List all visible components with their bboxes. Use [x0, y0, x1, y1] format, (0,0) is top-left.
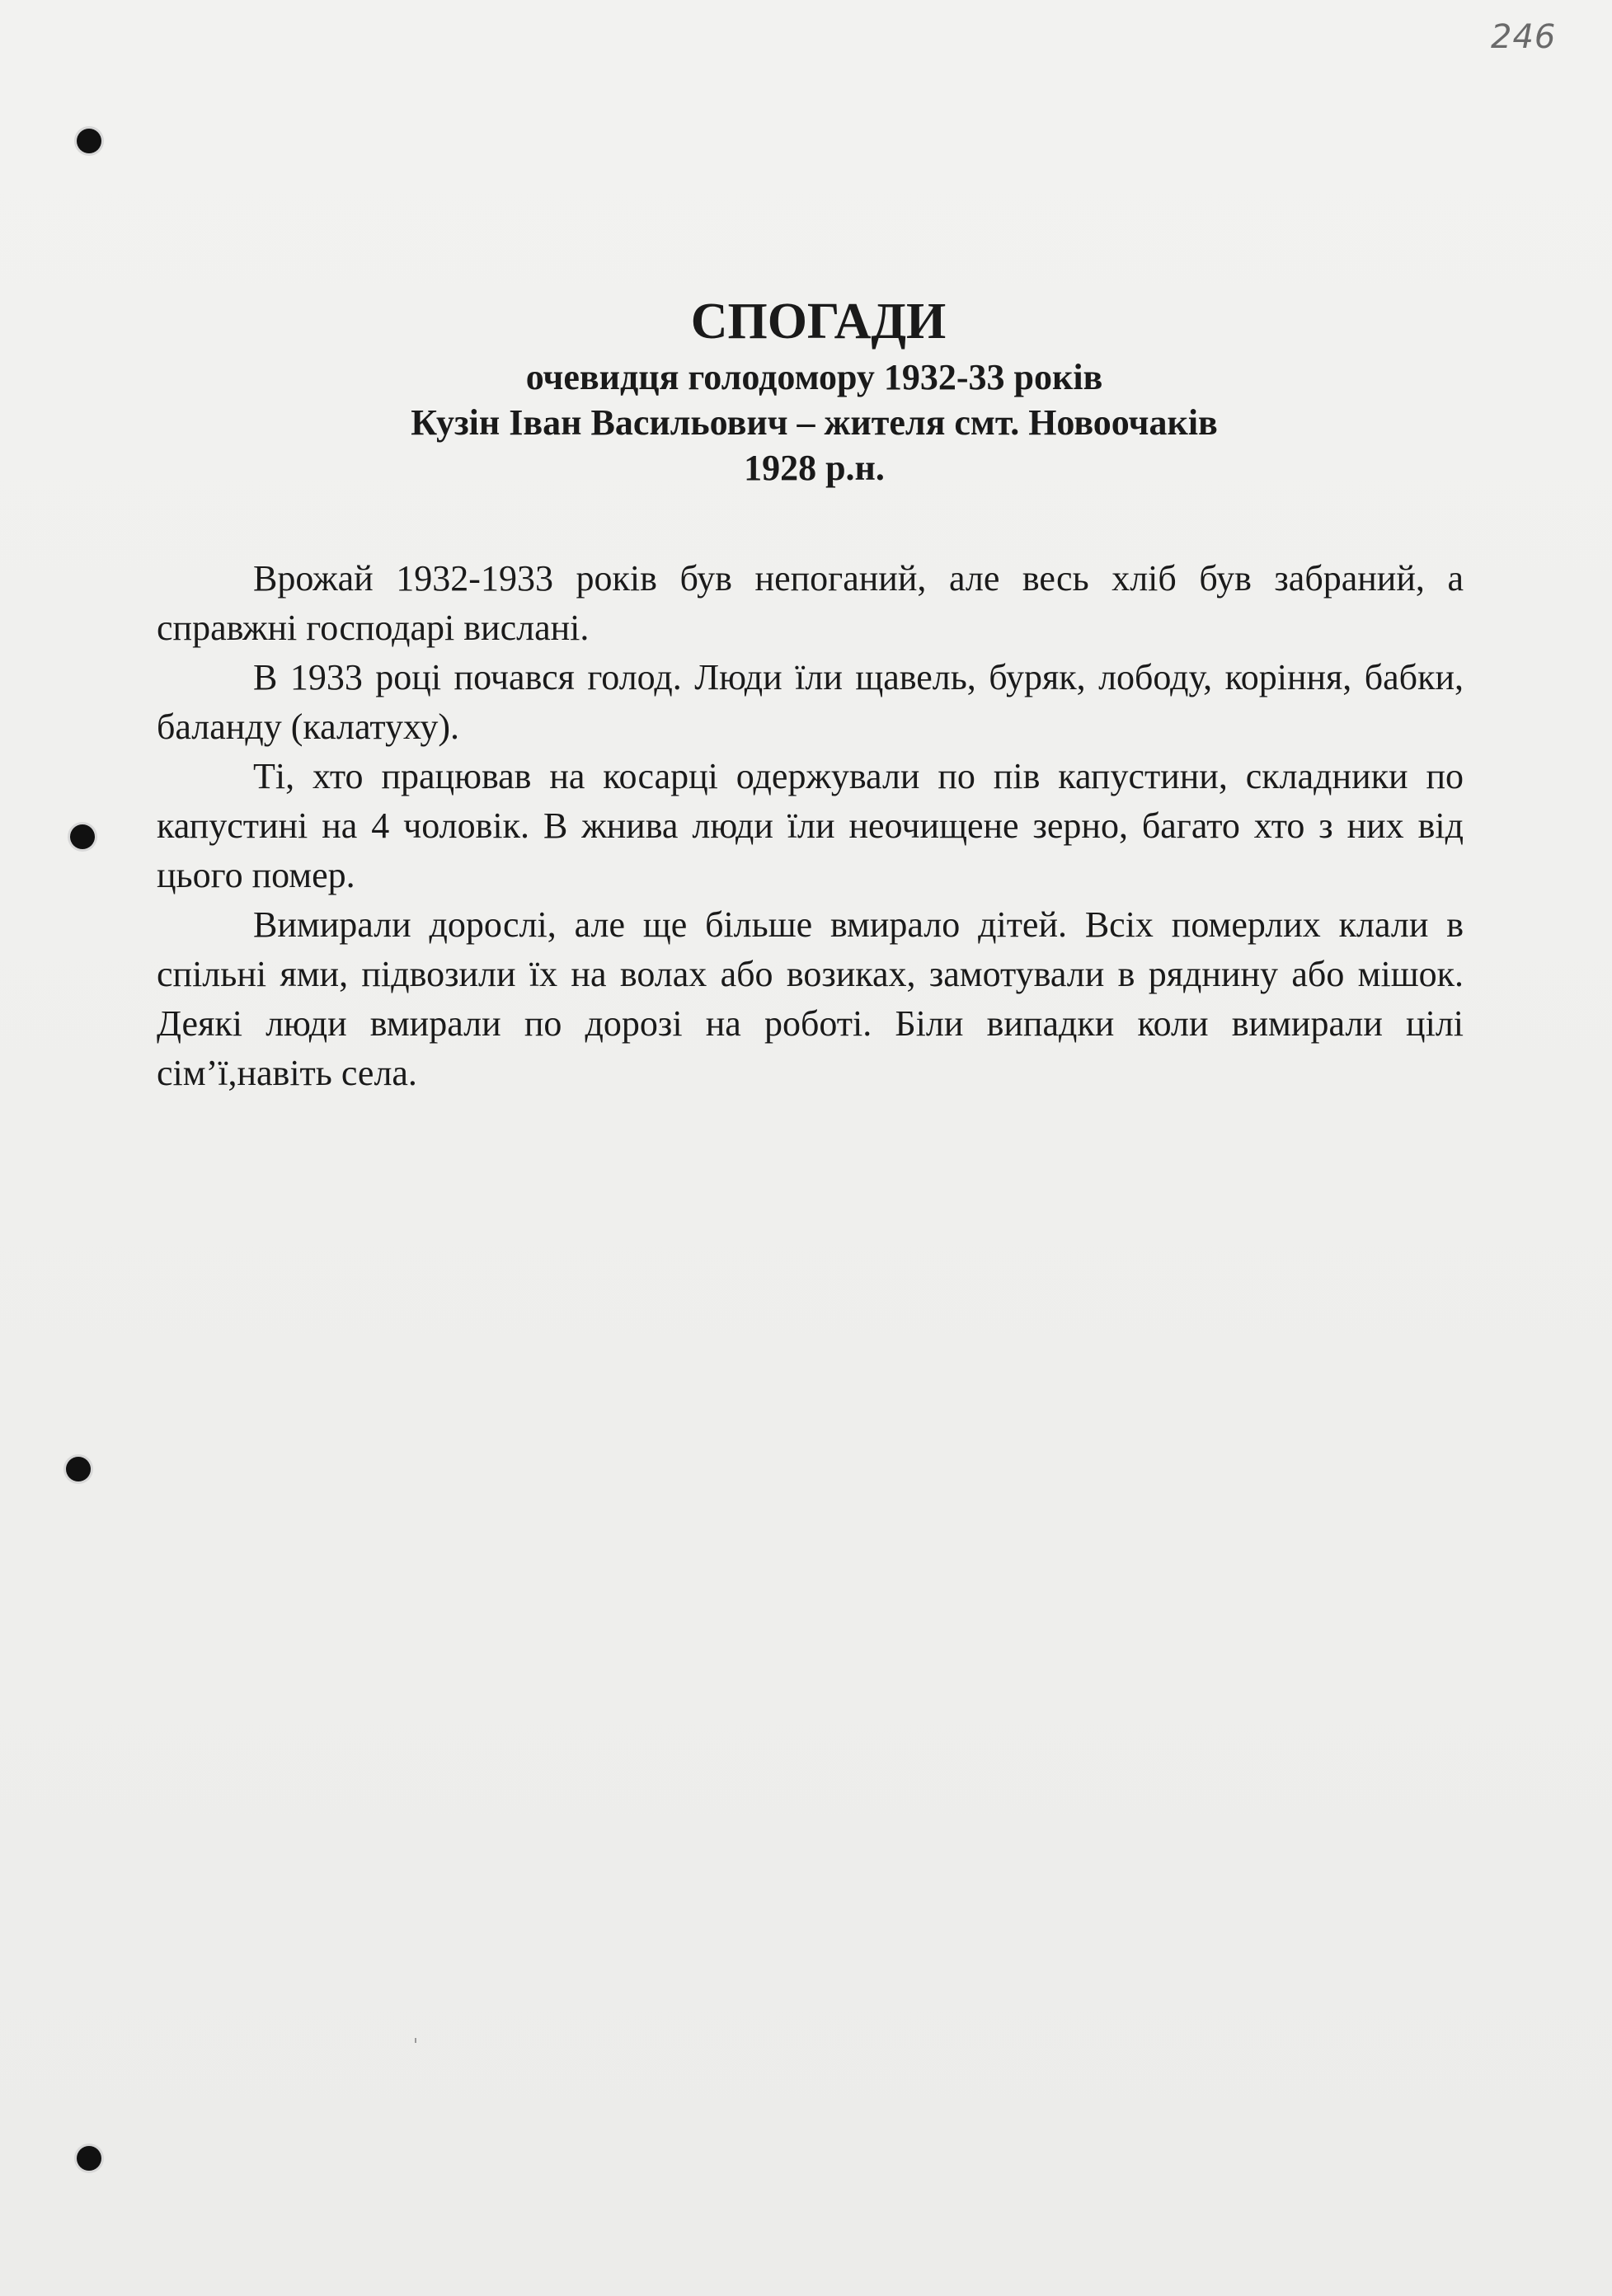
punch-hole-4: [77, 2146, 101, 2171]
paragraph: Врожай 1932-1933 років був непоганий, але весь хліб був забраний, а справжні господарі вислані.: [157, 558, 1464, 648]
paragraph: Ті, хто працював на косарці одержували по пів капустини, складники по капустині на 4 чоловік. В жнива люди їли неочищене зерно, багато хто з них від цього помер.: [157, 756, 1464, 895]
document-title: СПОГАДИ: [690, 293, 947, 350]
punch-hole-2: [70, 824, 95, 849]
punch-hole-3: [66, 1457, 91, 1481]
paragraph: В 1933 році почався голод. Люди їли щавель, буряк, лободу, коріння, бабки, баланду (калатуху).: [157, 657, 1464, 747]
handwritten-page-number: 246: [1491, 18, 1557, 56]
document-body: [157, 554, 1464, 1098]
subtitle-line-2: Кузін Іван Васильович – жителя смт. Новоочаків: [411, 402, 1218, 443]
scan-mark: [415, 2038, 416, 2043]
punch-hole-1: [77, 129, 101, 153]
subtitle-line-3: 1928 р.н.: [744, 448, 885, 488]
paragraph: Вимирали дорослі, але ще більше вмирало дітей. Всіх померлих клали в спільні ями, підвозили їх на волах або возиках, замотували в ряднину або мішок. Деякі люди вмирали по дорозі на роботі. Біли випадки коли вимирали цілі сім’ї,навіть села.: [157, 904, 1464, 1093]
document-header: [0, 289, 1612, 491]
subtitle-line-1: очевидця голодомору 1932-33 років: [525, 357, 1103, 397]
